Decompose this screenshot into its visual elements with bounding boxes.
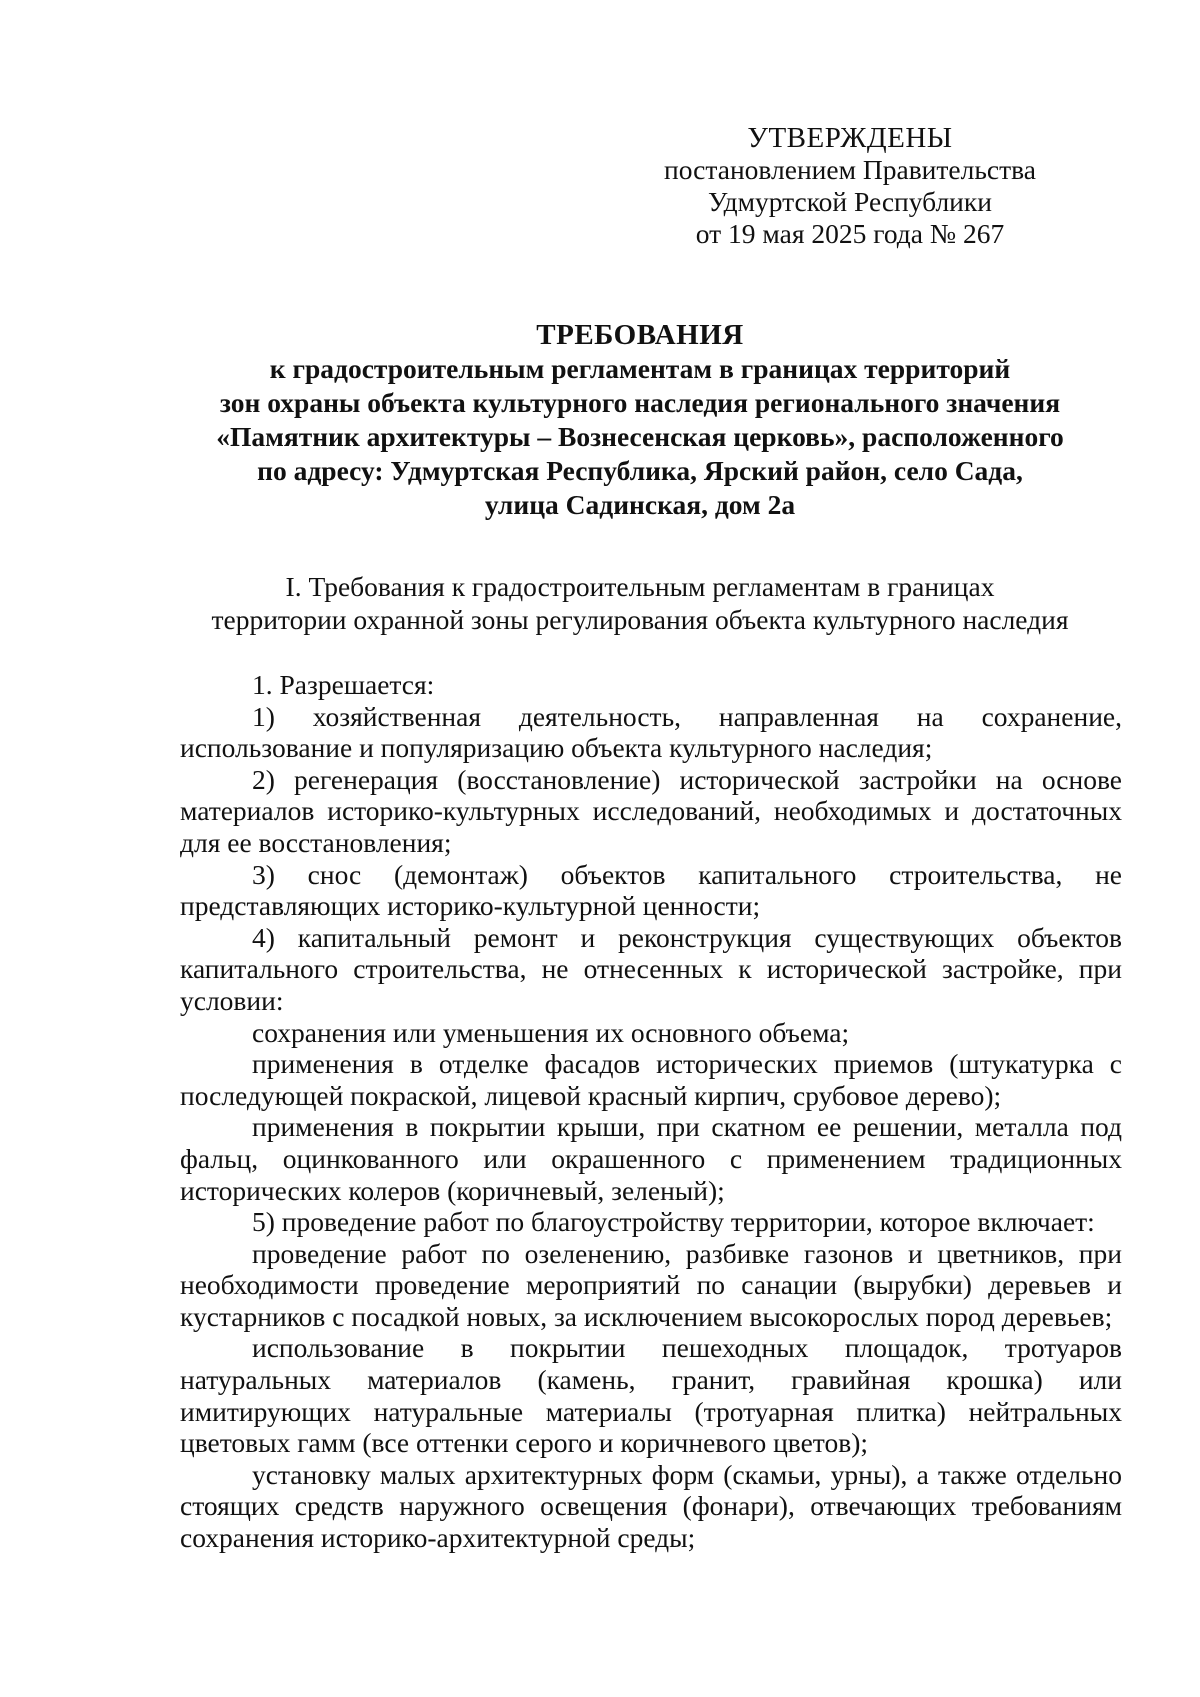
section-heading-line: I. Требования к градостроительным регламентам в границах	[285, 571, 995, 602]
list-subitem: применения в отделке фасадов исторических приемов (штукатурка с последующей покраской, лицевой красный кирпич, срубовое дерево);	[180, 1048, 1122, 1111]
list-subitem: сохранения или уменьшения их основного объема;	[252, 1016, 850, 1048]
approval-line-region: Удмуртской Республики	[708, 186, 992, 217]
list-subitem: проведение работ по озеленению, разбивке газонов и цветников, при необходимости проведение мероприятий по санации (вырубки) деревьев и кустарников с посадкой новых, за исключением высокорослых пород деревьев;	[180, 1237, 1122, 1332]
list-item: 4) капитальный ремонт и реконструкция существующих объектов капитального строительства, не отнесенных к исторической застройке, при условии:	[180, 921, 1122, 1016]
approval-line-date-number: от 19 мая 2025 года № 267	[695, 218, 1005, 249]
list-item: 1) хозяйственная деятельность, направленная на сохранение, использование и популяризацию объекта культурного наследия;	[180, 700, 1122, 764]
list-item: 2) регенерация (восстановление) исторической застройки на основе материалов историко-культурных исследований, необходимых и достаточных для ее восстановления;	[180, 763, 1122, 858]
document-subtitle-line: по адресу: Удмуртская Республика, Ярский район, село Сада,	[257, 455, 1023, 486]
approval-block	[640, 122, 1060, 250]
list-subitem: применения в покрытии крыши, при скатном ее решении, металла под фальц, оцинкованного или окрашенного с применением традиционных исторических колеров (коричневый, зеленый);	[180, 1111, 1122, 1206]
list-subitem: использование в покрытии пешеходных площадок, тротуаров натуральных материалов (камень, гранит, гравийная крошка) или имитирующих натуральные материалы (тротуарная плитка) нейтральных цветовых гамм (все оттенки серого и коричневого цветов);	[180, 1332, 1122, 1459]
document-subtitle-line: к градостроительным регламентам в границах территорий	[269, 353, 1011, 384]
list-item: 3) снос (демонтаж) объектов капитального строительства, не представляющих историко-культурной ценности;	[180, 858, 1122, 922]
list-item: 5) проведение работ по благоустройству территории, которое включает:	[252, 1206, 1095, 1238]
section-body	[180, 669, 1122, 1554]
section-heading	[170, 570, 1110, 636]
document-title: ТРЕБОВАНИЯ	[536, 319, 744, 351]
document-title-block	[170, 318, 1110, 522]
approval-line-authority: постановлением Правительства	[664, 154, 1036, 185]
document-subtitle-line: «Памятник архитектуры – Вознесенская церковь», расположенного	[216, 421, 1064, 452]
section-heading-line: территории охранной зоны регулирования объекта культурного наследия	[211, 604, 1069, 635]
clause-heading: 1. Разрешается:	[252, 669, 435, 700]
document-subtitle-line: улица Садинская, дом 2а	[484, 489, 796, 520]
list-subitem: установку малых архитектурных форм (скамьи, урны), а также отдельно стоящих средств наружного освещения (фонари), отвечающих требованиям сохранения историко-архитектурной среды;	[180, 1458, 1122, 1554]
approval-title: УТВЕРЖДЕНЫ	[747, 122, 953, 154]
document-subtitle-line: зон охраны объекта культурного наследия регионального значения	[219, 387, 1061, 418]
